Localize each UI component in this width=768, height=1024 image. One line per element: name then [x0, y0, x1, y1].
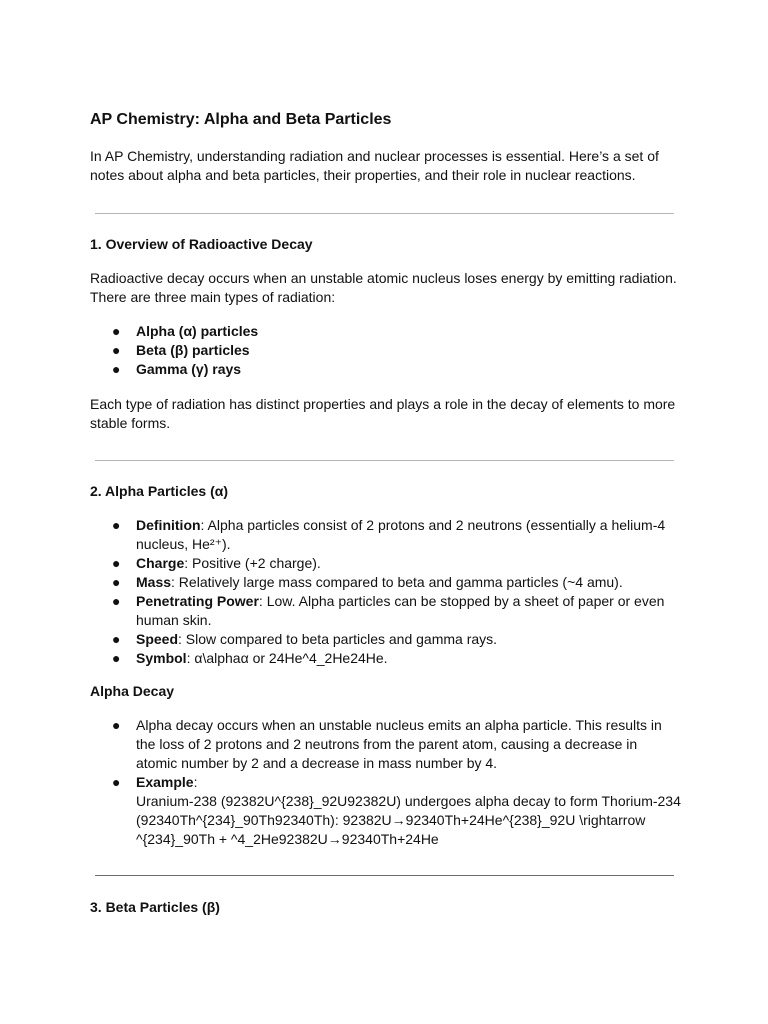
alpha-decay-list: [112, 716, 682, 849]
list-item: [112, 592, 682, 630]
list-item: [112, 773, 682, 849]
divider: [95, 213, 674, 214]
property-label: Penetrating Power: [136, 593, 259, 609]
example-label: Example: [136, 774, 194, 790]
list-item: [112, 716, 682, 773]
page-title: AP Chemistry: Alpha and Beta Particles: [90, 111, 392, 128]
bullet-icon: ●: [112, 593, 121, 609]
bullet-icon: ●: [112, 342, 121, 358]
section-heading-overview: 1. Overview of Radioactive Decay: [90, 236, 313, 252]
list-item: [112, 341, 682, 360]
subheading-alpha-decay: Alpha Decay: [90, 683, 175, 699]
bullet-icon: ●: [112, 650, 121, 666]
example-colon: :: [193, 774, 198, 790]
property-text: : α\alphaα or 24He^4_2He24He.: [186, 650, 388, 666]
bullet-icon: ●: [112, 774, 121, 790]
divider: [95, 875, 674, 876]
radiation-type-label: Alpha (α) particles: [136, 323, 259, 339]
list-item: [112, 516, 682, 554]
list-item: [112, 649, 682, 668]
section-heading-beta: 3. Beta Particles (β): [90, 899, 220, 915]
radiation-types-list: [112, 322, 682, 379]
example-text: Uranium-238 (92382U^{238}_92U92382U) undergoes alpha decay to form Thorium-234 (92340Th^{234}_90Th92340Th): 92382U→92340Th+24He^{238}_92U \rightarrow ^{234}_90Th + ^4_2He92382U→92340Th+24He: [136, 793, 681, 847]
property-label: Mass: [136, 574, 172, 590]
bullet-icon: ●: [112, 323, 121, 339]
bullet-icon: ●: [112, 361, 121, 377]
divider: [95, 460, 674, 461]
property-text: : Low. Alpha particles can be stopped by a sheet of paper or even human skin.: [136, 593, 665, 628]
bullet-icon: ●: [112, 717, 121, 733]
radiation-type-label: Gamma (γ) rays: [136, 361, 242, 377]
property-text: : Relatively large mass compared to beta and gamma particles (~4 amu).: [171, 574, 623, 590]
list-item: [112, 554, 682, 573]
property-text: : Positive (+2 charge).: [184, 555, 321, 571]
property-label: Symbol: [136, 650, 187, 666]
property-label: Definition: [136, 517, 201, 533]
overview-paragraph: Radioactive decay occurs when an unstable atomic nucleus loses energy by emitting radiation. There are three main types of radiation:: [90, 270, 677, 305]
list-item: [112, 322, 682, 341]
intro-paragraph: In AP Chemistry, understanding radiation and nuclear processes is essential. Here’s a set of notes about alpha and beta particles, their properties, and their role in nuclear reactions.: [90, 148, 659, 183]
property-label: Speed: [136, 631, 179, 647]
property-text: : Slow compared to beta particles and gamma rays.: [178, 631, 498, 647]
list-item: [112, 630, 682, 649]
list-item: [112, 573, 682, 592]
overview-paragraph-2: Each type of radiation has distinct properties and plays a role in the decay of elements to more stable forms.: [90, 396, 676, 431]
bullet-icon: ●: [112, 555, 121, 571]
property-label: Charge: [136, 555, 185, 571]
bullet-icon: ●: [112, 631, 121, 647]
section-heading-alpha: 2. Alpha Particles (α): [90, 483, 229, 499]
alpha-properties-list: [112, 516, 682, 668]
radiation-type-label: Beta (β) particles: [136, 342, 250, 358]
list-item: [112, 360, 682, 379]
bullet-icon: ●: [112, 574, 121, 590]
bullet-icon: ●: [112, 517, 121, 533]
decay-description: Alpha decay occurs when an unstable nucleus emits an alpha particle. This results in the loss of 2 protons and 2 neutrons from the parent atom, causing a decrease in atomic number by 2 and a decrease in mass number by 4.: [136, 717, 662, 771]
property-text: : Alpha particles consist of 2 protons and 2 neutrons (essentially a helium-4 nucleus, He²⁺).: [136, 517, 666, 552]
